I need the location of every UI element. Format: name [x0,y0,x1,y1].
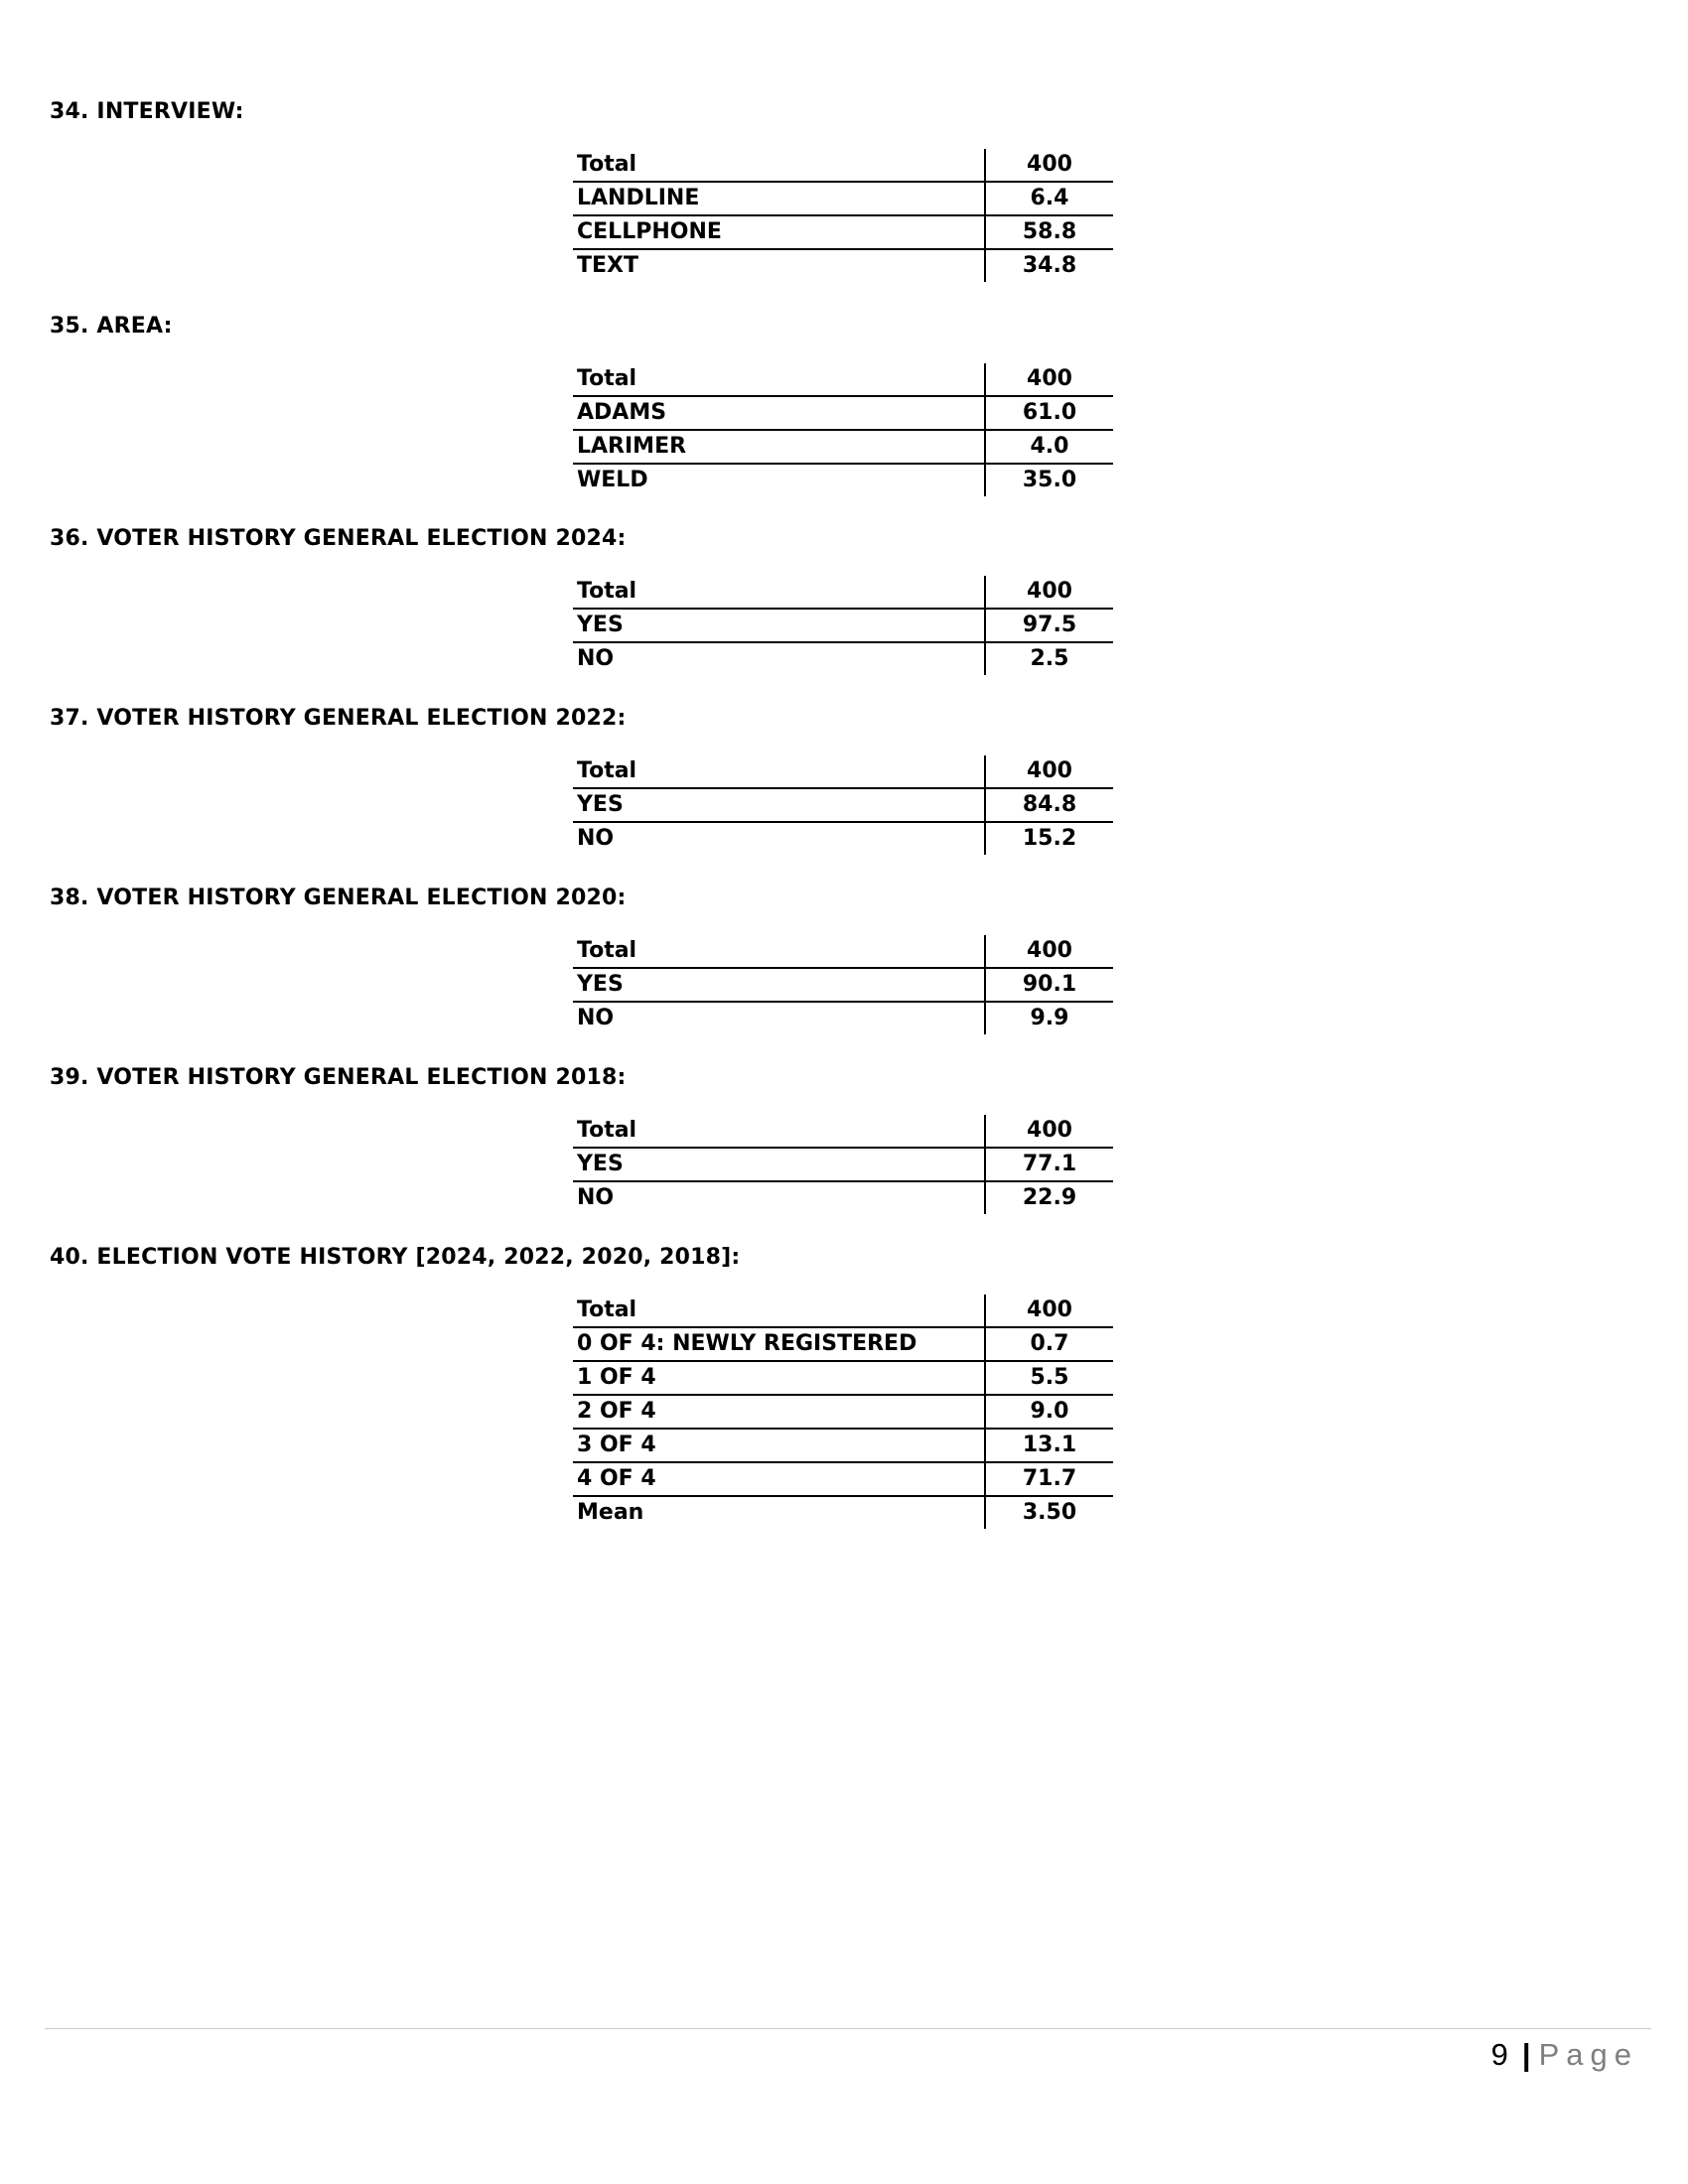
footer-separator: | [1521,2037,1531,2072]
results-table [573,149,1113,282]
total-value: 400 [985,363,1113,396]
row-label: NO [573,1181,985,1214]
row-value: 71.7 [985,1462,1113,1496]
question-title: 34. INTERVIEW: [50,99,244,124]
row-value: 5.5 [985,1361,1113,1395]
table-row [573,1395,1113,1429]
row-value: 3.50 [985,1496,1113,1529]
row-value: 22.9 [985,1181,1113,1214]
total-value: 400 [985,755,1113,788]
table-row [573,396,1113,430]
total-value: 400 [985,149,1113,182]
total-label: Total [577,152,637,177]
table-row [573,1361,1113,1395]
total-label: Total [577,1297,637,1322]
row-label: ADAMS [573,396,985,430]
table-row [573,642,1113,675]
row-value: 58.8 [985,215,1113,249]
row-label: YES [573,788,985,822]
row-value: 34.8 [985,249,1113,282]
question-title: 35. AREA: [50,314,173,339]
question-title: 37. VOTER HISTORY GENERAL ELECTION 2022: [50,706,627,731]
row-label: NO [573,1002,985,1034]
row-value: 90.1 [985,968,1113,1002]
total-value: 400 [985,935,1113,968]
row-value: 0.7 [985,1327,1113,1361]
results-table [573,576,1113,675]
table-row [573,1496,1113,1529]
question-34 [50,99,1638,278]
row-label: 3 OF 4 [573,1429,985,1462]
row-label: YES [573,968,985,1002]
total-label: Total [577,579,637,604]
total-row [573,576,1113,609]
total-row [573,755,1113,788]
question-title: 38. VOTER HISTORY GENERAL ELECTION 2020: [50,886,627,910]
table-row [573,249,1113,282]
total-label: Total [577,366,637,391]
table-row [573,968,1113,1002]
row-label: 0 OF 4: NEWLY REGISTERED [573,1327,985,1361]
row-value: 61.0 [985,396,1113,430]
page-number: 9 [1490,2037,1508,2072]
total-row [573,363,1113,396]
question-title: 40. ELECTION VOTE HISTORY [2024, 2022, 2020, 2018]: [50,1245,741,1270]
table-row [573,1181,1113,1214]
total-value: 400 [985,1115,1113,1148]
table-row [573,1429,1113,1462]
question-39 [50,1065,1638,1210]
row-label: Mean [573,1496,985,1529]
table-row [573,609,1113,642]
row-label: LARIMER [573,430,985,464]
table-row [573,464,1113,496]
total-label: Total [577,758,637,783]
row-label: 1 OF 4 [573,1361,985,1395]
row-label: NO [573,642,985,675]
row-value: 15.2 [985,822,1113,855]
row-label: CELLPHONE [573,215,985,249]
total-row [573,1295,1113,1327]
row-value: 4.0 [985,430,1113,464]
question-35 [50,314,1638,492]
question-36 [50,526,1638,671]
question-37 [50,706,1638,851]
total-value: 400 [985,1295,1113,1327]
row-value: 84.8 [985,788,1113,822]
total-label: Total [577,938,637,963]
table-row [573,182,1113,215]
row-label: WELD [573,464,985,496]
table-row [573,1327,1113,1361]
row-label: YES [573,1148,985,1181]
table-row [573,822,1113,855]
row-label: 4 OF 4 [573,1462,985,1496]
row-label: TEXT [573,249,985,282]
table-row [573,1462,1113,1496]
page-footer [1491,2035,1638,2075]
row-label: YES [573,609,985,642]
row-label: LANDLINE [573,182,985,215]
results-table [573,755,1113,855]
results-table [573,1295,1113,1529]
page-label: Page [1538,2037,1638,2072]
total-value: 400 [985,576,1113,609]
table-row [573,430,1113,464]
row-value: 35.0 [985,464,1113,496]
question-40 [50,1245,1638,1525]
table-row [573,788,1113,822]
row-value: 77.1 [985,1148,1113,1181]
row-value: 9.9 [985,1002,1113,1034]
question-title: 39. VOTER HISTORY GENERAL ELECTION 2018: [50,1065,627,1090]
row-value: 6.4 [985,182,1113,215]
total-row [573,1115,1113,1148]
total-row [573,935,1113,968]
results-table [573,1115,1113,1214]
total-label: Total [577,1118,637,1143]
question-title: 36. VOTER HISTORY GENERAL ELECTION 2024: [50,526,627,551]
question-38 [50,886,1638,1030]
table-row [573,215,1113,249]
row-label: 2 OF 4 [573,1395,985,1429]
results-table [573,935,1113,1034]
results-table [573,363,1113,496]
row-value: 9.0 [985,1395,1113,1429]
row-value: 13.1 [985,1429,1113,1462]
row-label: NO [573,822,985,855]
row-value: 97.5 [985,609,1113,642]
table-row [573,1002,1113,1034]
footer-divider [45,2028,1651,2029]
total-row [573,149,1113,182]
table-row [573,1148,1113,1181]
row-value: 2.5 [985,642,1113,675]
